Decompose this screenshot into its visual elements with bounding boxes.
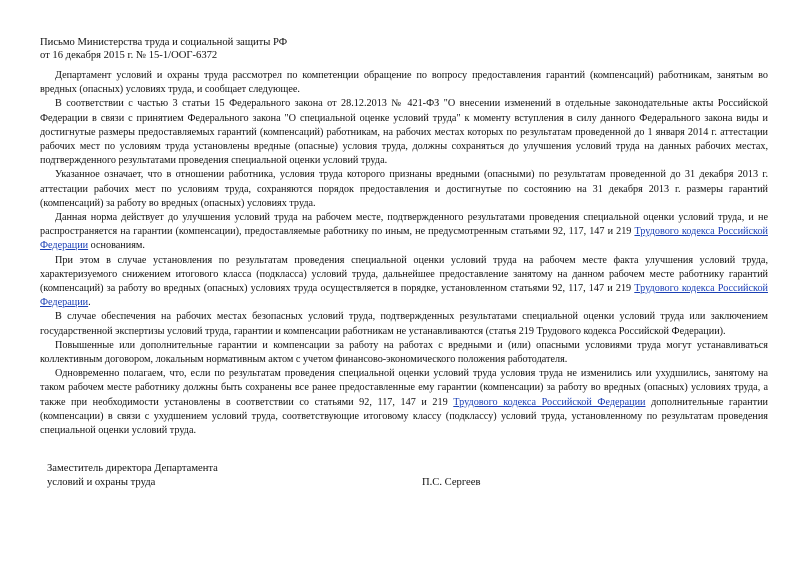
paragraph-6: В случае обеспечения на рабочих местах безопасных условий труда, подтвержденных результатами специальной оценки условий труда или заключением государственной экспертизы условий труда, гарантии и компенсации работникам не устанавливаются (статья 219 Трудового кодекса Российской Федерации).	[40, 311, 768, 337]
labor-code-link[interactable]: Трудового кодекса Российской Федерации	[40, 283, 768, 309]
paragraph-5-text: При этом в случае установления по результатам проведения специальной оценки условий труда на рабочем месте факта улучшения условий труда, характеризуемого снижением итогового класса (подкласса) условий труда, дальнейшее предоставление занятому на данном рабочем месте работнику гарантий (компенсаций) за работу во вредных (опасных) условиях труда осуществляется в порядке, установленном статьями 92, 117, 147 и 219	[40, 254, 768, 295]
header-title: Письмо Министерства труда и социальной защиты РФ	[40, 37, 288, 48]
labor-code-link[interactable]: Трудового кодекса Российской Федерации	[40, 226, 768, 252]
paragraph-8-tail: дополнительные гарантии (компенсации) в связи с ухудшением условий труда, соответствующие итоговому классу (подклассу) условий труда, установленному по результатам проведения специальной оценки условий труда.	[40, 396, 768, 437]
paragraph-8-text: Одновременно полагаем, что, если по результатам проведения специальной оценки условий труда условия труда не изменились или ухудшились, занятому на таком рабочем месте работнику должны быть сохранены все ранее предоставленные ему гарантии (компенсации) за работу во вредных (опасных) условиях труда, а также при необходимости установлены в соответствии со статьями 92, 117, 147 и 219	[40, 368, 768, 408]
paragraph-5-tail: .	[88, 297, 91, 309]
paragraph-4-text: Данная норма действует до улучшения условий труда на рабочем месте, подтвержденного результатами проведения специальной оценки условий труда, и не распространяется на гарантии (компенсации), предоставляемые работнику по иным, не предусмотренным статьями 92, 117, 147 и 219	[40, 212, 768, 238]
letter-header	[40, 36, 768, 62]
paragraph-8	[40, 367, 768, 438]
paragraph-4	[40, 211, 768, 254]
paragraph-7: Повышенные или дополнительные гарантии и компенсации за работу на работах с вредными и (или) опасными условиями труда могут устанавливаться коллективным договором, локальным нормативным актом с учетом финансово-экономического положения работодателя.	[40, 339, 768, 366]
signatory-title-line-2: условий и охраны труда	[47, 477, 156, 488]
labor-code-link[interactable]: Трудового кодекса Российской Федерации	[453, 396, 646, 408]
signature-block	[47, 462, 747, 490]
paragraph-4-tail: основаниям.	[88, 240, 145, 252]
signatory-title-line-1: Заместитель директора Департамента	[47, 463, 218, 474]
paragraph-5	[40, 254, 768, 311]
signatory-name: П.С. Сергеев	[422, 477, 481, 488]
paragraph-2: В соответствии с частью 3 статьи 15 Федерального закона от 28.12.2013 № 421-ФЗ "О внесении изменений в отдельные законодательные акты Российской Федерации в связи с принятием Федерального закона "О специальной оценке условий труда" к моменту вступления в силу данного Федерального закона виды и достигнутые размеры предоставляемых гарантий (компенсаций) работникам, на рабочих местах которых по результатам проведенной до 1 января 2014 г. аттестации рабочих мест по условиям труда установлены вредные (опасные) условия труда, должны сохраняться до улучшения условий труда на данных рабочих местах, подтвержденного результатами проведения специальной оценки условий труда.	[40, 98, 768, 167]
paragraph-1: Департамент условий и охраны труда рассмотрел по компетенции обращение по вопросу предоставления гарантий (компенсаций) работникам, занятым во вредных (опасных) условиях труда, и сообщает следующее.	[40, 70, 768, 96]
letter	[40, 36, 768, 438]
header-date-number: от 16 декабря 2015 г. № 15-1/ООГ-6372	[40, 50, 218, 61]
paragraph-3: Указанное означает, что в отношении работника, условия труда которого признаны вредными (опасными) по результатам проведенной до 31 декабря 2013 г. аттестации рабочих мест по условиям труда, сохраняются порядок предоставления и достигнутые по состоянию на 31 декабря 2013 г. размеры гарантий (компенсаций) за работу во вредных (опасных) условиях труда.	[40, 169, 768, 209]
